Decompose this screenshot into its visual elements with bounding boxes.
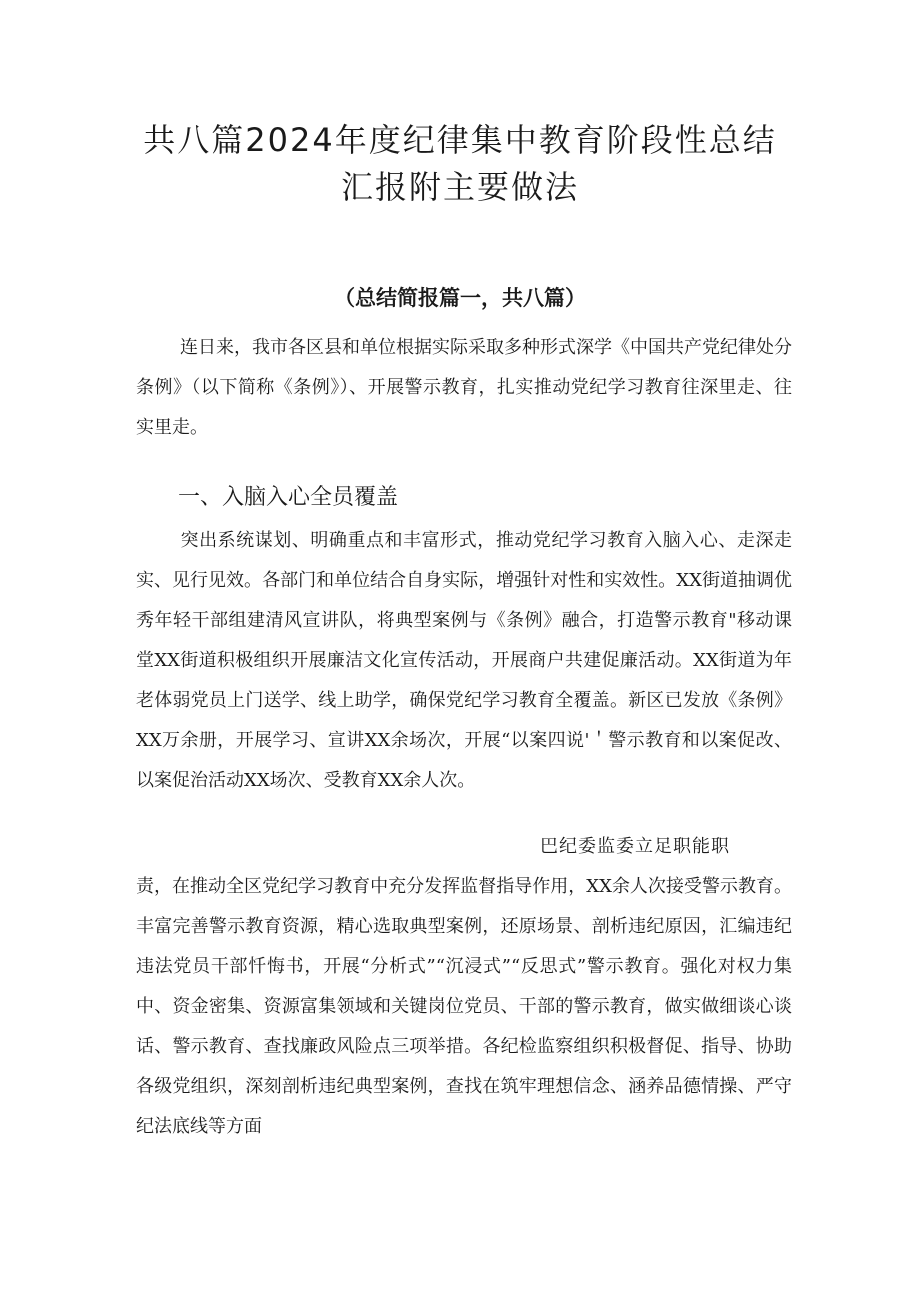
section-1-paragraph [136,521,792,801]
continuation-paragraph: 责，在推动全区党纪学习教育中充分发挥监督指导作用，XX余人次接受警示教育。丰富完善警示教育资源，精心选取典型案例，还原场景、剖析违纪原因，汇编违纪违法党员干部忏悔书，开展“分析式”“沉浸式”“反思式”警示教育。强化对权力集中、资金密集、资源富集领域和关键岗位党员、干部的警示教育，做实做细谈心谈话、警示教育、查找廉政风险点三项举措。各纪检监察组织积极督促、指导、协助各级党组织，深刻剖析违纪典型案例，查找在筑牢理想信念、涵养品德情操、严守纪法底线等方面 [136,876,792,1137]
intro-paragraph-text: 连日来，我市各区县和单位根据实际采取多种形式深学《中国共产党纪律处分条例》（以下简称《条例》）、开展警示教育，扎实推动党纪学习教育往深里走、往实里走。 [136,337,792,438]
document-title-line-1: 共八篇2024年度纪律集中教育阶段性总结 [143,121,777,159]
intro-paragraph [136,328,792,448]
section-1-fragment: 巴纪委监委立足职能职 [540,836,730,857]
section-1-paragraph-text: 突出系统谋划、明确重点和丰富形式，推动党纪学习教育入脑入心、走深走实、见行见效。各部门和单位结合自身实际，增强针对性和实效性。XX街道抽调优秀年轻干部组建清风宣讲队，将典型案例与《条例》融合，打造警示教育"移动课堂XX街道积极组织开展廉洁文化宣传活动，开展商户共建促廉活动。XX街道为年老体弱党员上门送学、线上助学，确保党纪学习教育全覆盖。新区已发放《条例》XX万余册，开展学习、宣讲XX余场次，开展“以案四说'＇警示教育和以案促改、以案促治活动XX场次、受教育XX余人次。 [136,530,792,791]
section-heading-1: 一、入脑入心全员覆盖 [178,485,399,510]
document-subtitle: （总结简报篇一，共八篇） [334,286,586,310]
document-title-line-2: 汇报附主要做法 [340,168,579,206]
